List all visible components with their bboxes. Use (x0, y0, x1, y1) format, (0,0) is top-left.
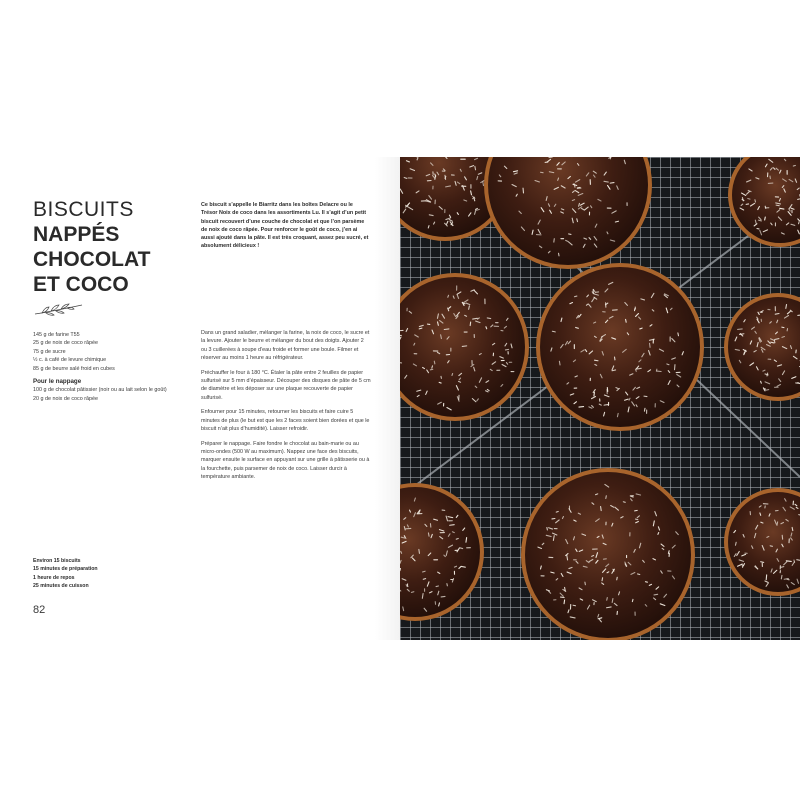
coconut-flake (441, 596, 445, 597)
coconut-flake (760, 513, 761, 515)
step-paragraph: Préchauffer le four à 180 °C. Étaler la pâte entre 2 feuilles de papier sulfurisé sur 5 mm d’épaisseur. Découper des disques de pâte de 5 cm de diamètre et les déposer sur une plaque recouverte de papier sulfurisé. (201, 369, 371, 401)
coconut-flake (761, 562, 764, 563)
title-line-1: BISCUITS (33, 198, 134, 221)
coconut-flake (781, 575, 782, 578)
nappage-heading: Pour le nappage (33, 378, 82, 386)
title-line-4: ET COCO (33, 273, 129, 296)
info-cook-time: 25 minutes de cuisson (33, 582, 89, 589)
coconut-flake (434, 361, 435, 364)
chocolate-coating (525, 472, 691, 638)
coconut-flake (573, 605, 575, 606)
page-gutter (375, 157, 400, 640)
coconut-flake (401, 551, 402, 553)
coconut-flake (486, 327, 487, 329)
coconut-flake (798, 199, 800, 200)
recipe-intro: Ce biscuit s’appelle le Biarritz dans les boîtes Delacre ou le Trésor Noix de coco dans les assortiments Lu. Il s’agit d’un petit biscuit recouvert d’une couche de chocolat et que l’on parsème de noix de coco râpée. Pour renforcer le goût de coco, j’en ai aussi ajouté dans la pâte. Il est très croquant, assez peu sucré, et absolument délicieux ! (201, 202, 369, 250)
coconut-flake (592, 556, 594, 557)
leaf-sprig-icon (34, 301, 84, 317)
coconut-flake (560, 597, 564, 598)
chocolate-coating (400, 487, 480, 617)
coconut-flake (444, 329, 449, 330)
coconut-flake (564, 600, 565, 604)
coconut-flake (668, 551, 669, 554)
coconut-flake (761, 381, 762, 383)
step-paragraph: Préparer le nappage. Faire fondre le chocolat au bain-marie ou au micro-ondes (500 W au maximum). Nappez une face des biscuits, marquer ensuite le surface en appuyant sur une grille à pâtisserie ou à la fourchette, puis parsemer de noix de coco. Laisser durcir à température ambiante. (201, 440, 370, 480)
coconut-flake (755, 220, 756, 223)
coconut-flake (461, 566, 465, 567)
coconut-flake (650, 343, 651, 347)
ingredient-item: 85 g de beurre salé froid en cubes (33, 365, 115, 372)
coconut-flake (637, 368, 642, 369)
coconut-flake (422, 594, 423, 599)
biscuits-illustration (400, 157, 800, 640)
ingredients-list (33, 331, 193, 403)
coconut-flake (786, 305, 787, 309)
coconut-flake (419, 549, 420, 553)
coconut-flake (428, 226, 429, 228)
info-prep-time: 15 minutes de préparation (33, 566, 98, 573)
coconut-flake (606, 496, 607, 499)
recipe-title (33, 197, 203, 297)
coconut-flake (436, 586, 438, 587)
coconut-flake (439, 382, 441, 383)
coconut-flake (441, 335, 442, 339)
ingredient-item: 25 g de noix de coco râpée (33, 340, 99, 347)
coconut-flake (459, 381, 461, 382)
coconut-flake (452, 532, 454, 533)
coconut-flake (575, 296, 577, 297)
coconut-flake (595, 360, 598, 361)
coconut-flake (678, 333, 679, 336)
coconut-flake (466, 538, 467, 543)
coconut-flake (604, 181, 608, 182)
coconut-flake (793, 165, 795, 166)
coconut-flake (775, 314, 779, 315)
coconut-flake (615, 221, 618, 222)
coconut-flake (635, 519, 637, 520)
coconut-flake (462, 346, 466, 347)
coconut-flake (781, 567, 784, 568)
coconut-flake (423, 571, 426, 572)
coconut-flake (469, 306, 470, 309)
coconut-flake (432, 366, 433, 368)
coconut-flake (635, 510, 638, 511)
coconut-flake (429, 215, 433, 216)
title-line-2: NAPPÉS (33, 223, 120, 246)
page-number: 82 (33, 604, 46, 616)
ingredient-item: 145 g de farine T55 (33, 332, 80, 338)
info-yield: Environ 15 biscuits (33, 558, 81, 564)
coconut-flake (552, 331, 555, 332)
coconut-flake (487, 318, 490, 319)
coconut-flake (771, 342, 774, 343)
coconut-flake (577, 219, 578, 222)
step-paragraph: Dans un grand saladier, mélanger la farine, la noix de coco, le sucre et la levure. Ajouter le beurre et mélanger du bout des doigts. Ajouter 2 ou 3 cuillerées à soupe d’eau froide et former une boule. Filmer et réserver au moins 1 heure au réfrigérateur. (201, 330, 370, 361)
coconut-flake (604, 404, 609, 405)
coconut-flake (428, 533, 429, 536)
coconut-flake (774, 341, 775, 343)
recipe-steps (201, 329, 371, 488)
coconut-flake (644, 408, 645, 411)
coconut-flake (765, 217, 766, 220)
coconut-flake (755, 200, 756, 202)
coconut-flake (558, 178, 559, 180)
ingredient-item: ½ c. à café de levure chimique (33, 357, 107, 364)
coconut-flake (654, 594, 658, 595)
title-line-3: CHOCOLAT (33, 248, 151, 271)
coconut-flake (541, 566, 542, 569)
coconut-flake (735, 542, 736, 545)
coconut-flake (658, 533, 659, 535)
nappage-item: 20 g de noix de coco râpée (33, 395, 99, 402)
coconut-flake (400, 362, 402, 363)
coconut-flake (460, 548, 463, 549)
coconut-flake (761, 522, 763, 523)
coconut-flake (782, 337, 784, 338)
coconut-flake (452, 374, 453, 376)
coconut-flake (758, 220, 761, 221)
coconut-flake (601, 507, 602, 511)
coconut-flake (799, 222, 800, 224)
coconut-flake (626, 319, 627, 322)
coconut-flake (765, 206, 766, 208)
coconut-flake (556, 511, 558, 512)
info-rest-time: 1 heure de repos (33, 574, 75, 581)
coconut-flake (419, 328, 422, 329)
coconut-flake (475, 166, 476, 169)
coconut-flake (667, 364, 669, 365)
coconut-flake (505, 349, 508, 350)
chocolate-coating (488, 157, 648, 265)
coconut-flake (445, 175, 446, 179)
coconut-flake (456, 538, 458, 539)
coconut-flake (602, 578, 603, 581)
coconut-flake (776, 205, 779, 206)
coconut-flake (623, 502, 625, 503)
coconut-flake (474, 199, 475, 201)
biscuits-photo (400, 157, 800, 640)
coconut-flake (579, 407, 584, 408)
coconut-flake (450, 525, 454, 526)
coconut-flake (607, 598, 608, 601)
coconut-flake (411, 592, 413, 593)
coconut-flake (784, 579, 788, 580)
ingredient-item: 75 g de sucre (33, 348, 66, 355)
coconut-flake (559, 361, 560, 365)
coconut-flake (780, 208, 784, 209)
nappage-item: 100 g de chocolat pâtissier (noir ou au lait selon le goût) (33, 387, 167, 394)
coconut-flake (617, 413, 618, 416)
step-paragraph: Enfourner pour 15 minutes, retourner les biscuits et faire cuire 5 minutes de plus (le but est que les 2 faces soient bien dorées et que le biscuit n’ait plus d’humidité). Laisser refroidir. (201, 409, 370, 432)
coconut-flake (792, 527, 793, 530)
coconut-flake (448, 295, 449, 297)
coconut-flake (483, 182, 484, 186)
coconut-flake (786, 561, 791, 562)
chocolate-coating (540, 267, 700, 427)
coconut-flake (612, 599, 613, 603)
coconut-flake (473, 318, 478, 319)
coconut-flake (638, 574, 640, 575)
coconut-flake (748, 198, 750, 199)
recipe-info (33, 557, 153, 590)
coconut-flake (777, 522, 778, 525)
coconut-flake (610, 183, 614, 184)
coconut-flake (423, 579, 425, 580)
coconut-flake (632, 599, 633, 601)
coconut-flake (635, 369, 636, 371)
coconut-flake (567, 555, 568, 560)
